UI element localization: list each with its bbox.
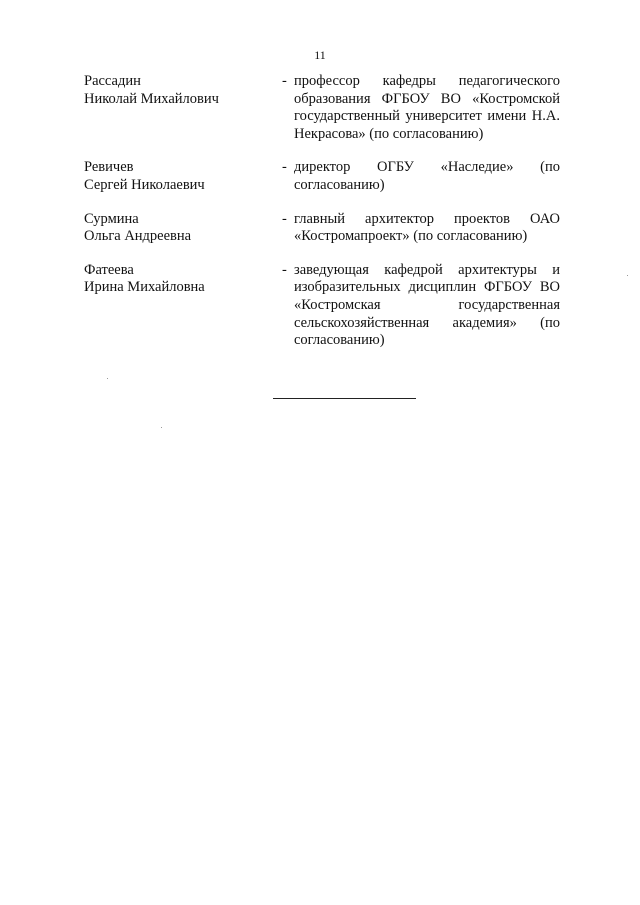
member-surname: Сурмина (84, 210, 139, 227)
member-name (84, 73, 282, 143)
member-role: директор ОГБУ «Наследие» (по согласованию) (294, 159, 560, 193)
member-role: профессор кафедры педагогического образования ФГБОУ ВО «Костромской государственный университет имени Н.А. Некрасова» (по согласованию) (294, 73, 560, 142)
member-list (84, 73, 560, 366)
member-given-name: Ирина Михайловна (84, 279, 205, 296)
member-role: главный архитектор проектов ОАО «Костромапроект» (по согласованию) (294, 210, 560, 245)
member-entry (84, 159, 560, 194)
member-given-name: Сергей Николаевич (84, 176, 205, 193)
scan-speck (161, 427, 162, 428)
entry-dash: - (282, 73, 287, 89)
page-number: 11 (314, 48, 326, 62)
member-name (84, 211, 282, 246)
member-surname: Фатеева (84, 261, 134, 278)
member-given-name: Ольга Андреевна (84, 228, 192, 245)
entry-dash: - (282, 210, 287, 227)
member-name (84, 159, 282, 194)
member-role: заведующая кафедрой архитектуры и изобразительных дисциплин ФГБОУ ВО «Костромская государственная сельскохозяйственная академия» (по согласованию) (294, 261, 560, 349)
entry-dash: - (282, 159, 287, 176)
member-entry (84, 73, 560, 143)
member-entry (84, 262, 560, 350)
member-surname: Рассадин (84, 73, 141, 89)
scan-speck (627, 275, 628, 276)
scan-speck (107, 378, 108, 379)
member-name (84, 262, 282, 350)
closing-rule (273, 398, 416, 399)
entry-dash: - (282, 261, 287, 278)
member-given-name: Николай Михайлович (84, 90, 219, 107)
member-entry (84, 211, 560, 246)
member-surname: Ревичев (84, 159, 134, 176)
